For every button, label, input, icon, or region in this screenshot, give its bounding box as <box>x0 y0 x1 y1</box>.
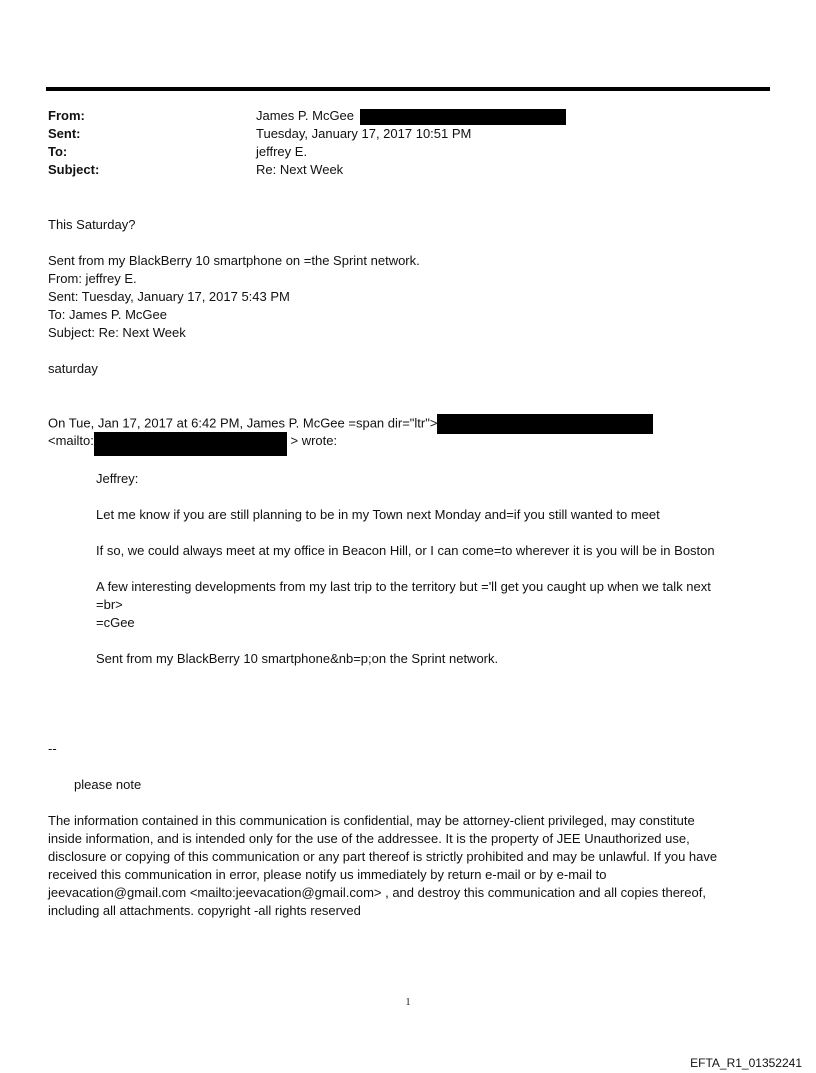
quoted-signature: Sent from my BlackBerry 10 smartphone&nb=p;on the Sprint network. <box>96 651 499 666</box>
quoted-message <box>48 470 768 668</box>
quoted-paragraph-3b: =br> <box>96 597 123 612</box>
disclaimer-line: including all attachments. copyright -all rights reserved <box>48 903 361 918</box>
redaction-bar <box>94 432 287 456</box>
quoted-paragraph-2: If so, we could always meet at my office in Beacon Hill, or I can come=to wherever it is you will be in Boston <box>96 543 715 558</box>
disclaimer <box>48 812 768 920</box>
subject-label: Subject: <box>48 162 100 177</box>
from-name: James P. McGee <box>256 108 355 123</box>
sent-value: Tuesday, January 17, 2017 10:51 PM <box>256 126 472 141</box>
to-row <box>48 143 748 161</box>
sent-row <box>48 125 748 143</box>
quoted-paragraph-1: Let me know if you are still planning to be in my Town next Monday and=if you still wanted to meet <box>96 507 660 522</box>
signature-line: Sent from my BlackBerry 10 smartphone on =the Sprint network. <box>48 253 420 268</box>
mailto-prefix: <mailto: <box>48 433 94 448</box>
redaction-bar <box>360 109 566 125</box>
reply-text: saturday <box>48 361 98 376</box>
quoted-greeting: Jeffrey: <box>96 471 139 486</box>
disclaimer-line: The information contained in this communication is confidential, may be attorney-client privileged, may constitute <box>48 813 695 828</box>
mailto-line <box>48 432 768 458</box>
quoted-subject: Subject: Re: Next Week <box>48 325 186 340</box>
quoted-to: To: James P. McGee <box>48 307 167 322</box>
from-value <box>256 107 566 125</box>
quoted-paragraph-3c: =cGee <box>96 615 135 630</box>
header-divider <box>46 87 770 91</box>
mailto-suffix: > wrote: <box>290 433 338 448</box>
from-label: From: <box>48 108 85 123</box>
please-note: please note <box>74 777 142 792</box>
quoted-paragraph-3: A few interesting developments from my last trip to the territory but ='ll get you caught up when we talk next <box>96 579 711 594</box>
to-value: jeffrey E. <box>256 144 308 159</box>
sent-label: Sent: <box>48 126 81 141</box>
redaction-bar <box>437 414 653 434</box>
disclaimer-line: inside information, and is intended only for the use of the addressee. It is the property of JEE Unauthorized use, <box>48 831 690 846</box>
signature-separator: -- <box>48 741 57 756</box>
disclaimer-line: disclosure or copying of this communication or any part thereof is strictly prohibited and may be unlawful. If you have <box>48 849 718 864</box>
opening-line: This Saturday? <box>48 217 136 232</box>
from-row <box>48 107 748 125</box>
bates-number: EFTA_R1_01352241 <box>690 1056 802 1070</box>
quoted-sent: Sent: Tuesday, January 17, 2017 5:43 PM <box>48 289 290 304</box>
quoted-from: From: jeffrey E. <box>48 271 137 286</box>
page-number: 1 <box>405 997 411 1008</box>
email-header <box>48 107 748 179</box>
on-wrote-line <box>48 414 768 432</box>
on-line-text: On Tue, Jan 17, 2017 at 6:42 PM, James P. McGee =span dir="ltr"> <box>48 415 438 431</box>
to-label: To: <box>48 144 68 159</box>
disclaimer-line: jeevacation@gmail.com <mailto:jeevacation@gmail.com> , and destroy this communication and all copies thereof, <box>48 885 706 900</box>
disclaimer-line: received this communication in error, please notify us immediately by return e-mail or by e-mail to <box>48 867 607 882</box>
email-body <box>48 216 768 920</box>
subject-value: Re: Next Week <box>256 162 344 177</box>
subject-row <box>48 161 748 179</box>
